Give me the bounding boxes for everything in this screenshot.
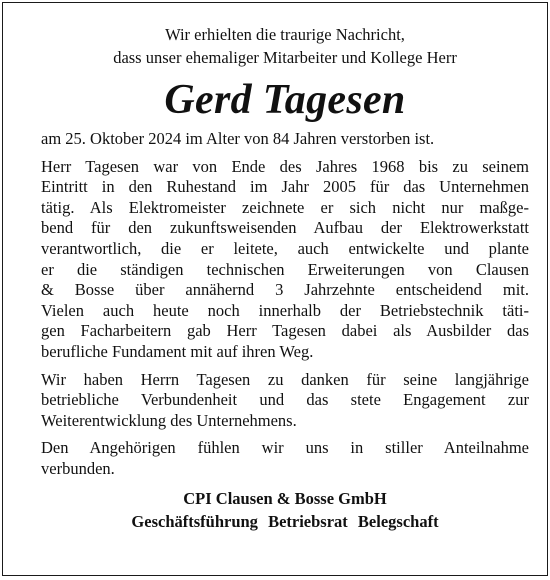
obituary-notice [2, 2, 548, 576]
text-line: er die ständigen technischen Erweiterungen von Clausen [41, 259, 529, 279]
role-staff: Belegschaft [357, 511, 439, 531]
text-line: Vielen auch heute noch innerhalb der Betriebstechnik täti- [41, 300, 529, 320]
paragraph-death-date [41, 129, 529, 150]
text-line: gen Facharbeitern gab Herr Tagesen dabei als Ausbilder das [41, 321, 529, 341]
paragraph-thanks [41, 370, 529, 432]
text-line: verbunden. [41, 458, 115, 478]
role-management: Geschäftsführung [131, 511, 258, 531]
intro-text [41, 23, 529, 69]
text-line: Herr Tagesen war von Ende des Jahres 1968 bis zu seinem [41, 156, 529, 176]
intro-line: dass unser ehemaliger Mitarbeiter und Kollege Herr [113, 48, 457, 67]
text-line: berufliche Fundament mit auf ihren Weg. [41, 341, 314, 361]
notice-body [41, 129, 529, 480]
paragraph-career [41, 157, 529, 363]
text-line: Wir haben Herrn Tagesen zu danken für seine langjährige [41, 369, 529, 389]
text-line: Eintritt in den Ruhestand im Jahr 2005 für das Unternehmen [41, 177, 529, 197]
deceased-name: Gerd Tagesen [164, 77, 406, 123]
text-line: tätig. Als Elektromeister zeichnete er sich nicht nur maßge- [41, 197, 529, 217]
role-works-council: Betriebsrat [268, 511, 348, 531]
text-line: betriebliche Verbundenheit und das stete Engagement zur [41, 390, 529, 410]
signature-roles [41, 510, 529, 533]
text-line: Den Angehörigen fühlen wir uns in stiller Anteilnahme [41, 438, 529, 458]
text-line: Weiterentwicklung des Unternehmens. [41, 410, 297, 430]
text-line: bend für den zukunftsweisenden Aufbau der Elektrowerkstatt [41, 218, 529, 238]
company-name: CPI Clausen & Bosse GmbH [183, 488, 387, 508]
text-line: verantwortlich, die er leitete, auch entwickelte und plante [41, 238, 529, 258]
intro-line: Wir erhielten die traurige Nachricht, [165, 25, 405, 44]
text-line: am 25. Oktober 2024 im Alter von 84 Jahren verstorben ist. [41, 129, 435, 148]
text-line: & Bosse über annähernd 3 Jahrzehnte entscheidend mit. [41, 280, 529, 300]
paragraph-condolence [41, 438, 529, 479]
signature-block [41, 487, 529, 533]
